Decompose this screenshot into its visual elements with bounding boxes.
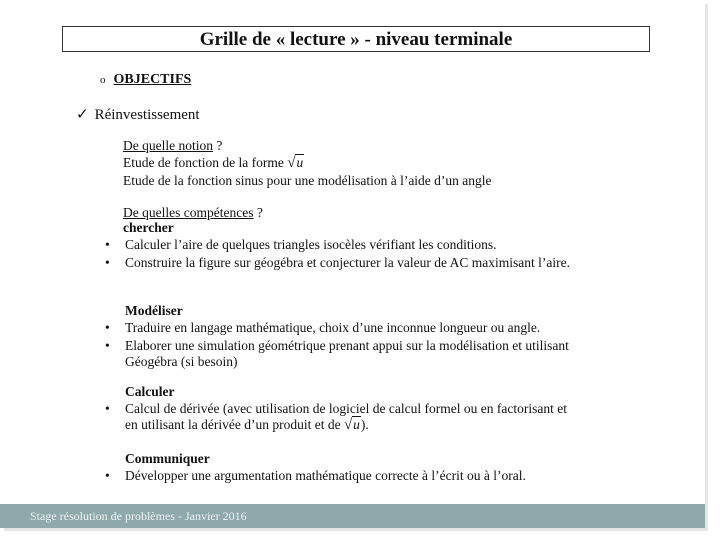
calculer-list	[100, 401, 570, 435]
sqrt-argument: u	[353, 417, 360, 432]
objectifs-heading	[100, 72, 191, 88]
section-heading-calculer: Calculer	[125, 384, 175, 399]
notion-line-1-text: Etude de fonction de la forme	[123, 155, 288, 170]
competences-heading-label: De quelles compétences	[123, 205, 254, 220]
list-item: • Développer une argumentation mathématique correcte à l’écrit ou à l’oral.	[105, 468, 526, 483]
notion-heading: De quelle notion	[123, 138, 213, 153]
chercher-list	[100, 237, 570, 273]
checkmark-icon: ✓	[76, 107, 89, 123]
communiquer-list	[100, 468, 570, 486]
list-item: • Calculer l’aire de quelques triangles isocèles vérifiant les conditions.	[105, 237, 497, 252]
list-item: • Traduire en langage mathématique, choix d’une inconnue longueur ou angle.	[105, 320, 541, 335]
modeliser-list	[100, 320, 570, 372]
slide-shadow-bottom	[4, 528, 708, 531]
notion-block	[123, 137, 492, 189]
bullet-icon: •	[105, 468, 110, 483]
footer-bar: Stage résolution de problèmes - Janvier 2016	[0, 504, 705, 528]
bullet-icon: •	[105, 401, 110, 416]
competences-heading	[123, 204, 263, 221]
notion-line-2: Etude de la fonction sinus pour une modélisation à l’aide d’un angle	[123, 173, 492, 188]
bullet-icon: •	[105, 338, 110, 353]
radical-sign: √	[287, 155, 296, 171]
sqrt-argument: u	[296, 155, 304, 170]
bullet-icon: •	[105, 237, 110, 252]
reinvestissement-label: Réinvestissement	[94, 107, 200, 123]
page-title: Grille de « lecture » - niveau terminale	[62, 26, 650, 52]
sqrt-symbol	[344, 417, 361, 433]
radical-sign: √	[343, 417, 353, 433]
notion-line-1	[123, 154, 492, 172]
reinvestissement-heading	[76, 105, 200, 124]
section-heading-chercher: chercher	[123, 220, 174, 235]
bullet-icon: •	[105, 320, 110, 335]
objectifs-label: OBJECTIFS	[113, 72, 192, 87]
circle-bullet-icon: o	[100, 74, 106, 86]
slide-shadow-right	[705, 4, 708, 528]
list-item: • Construire la figure sur géogébra et conjecturer la valeur de AC maximisant l’aire.	[105, 255, 570, 270]
section-heading-modeliser: Modéliser	[125, 303, 183, 318]
bullet-icon: •	[105, 255, 110, 270]
sqrt-symbol	[287, 154, 304, 172]
notion-heading-suffix: ?	[212, 138, 223, 153]
list-item: • Elaborer une simulation géométrique prenant appui sur la modélisation et utilisant Géogébra (si besoin)	[105, 338, 569, 369]
competences-heading-suffix: ?	[253, 205, 263, 220]
list-item: • Calcul de dérivée (avec utilisation de logiciel de calcul formel ou en factorisant et en utilisant la dérivée d’un produit et de √u).	[105, 401, 567, 433]
section-heading-communiquer: Communiquer	[125, 451, 210, 466]
